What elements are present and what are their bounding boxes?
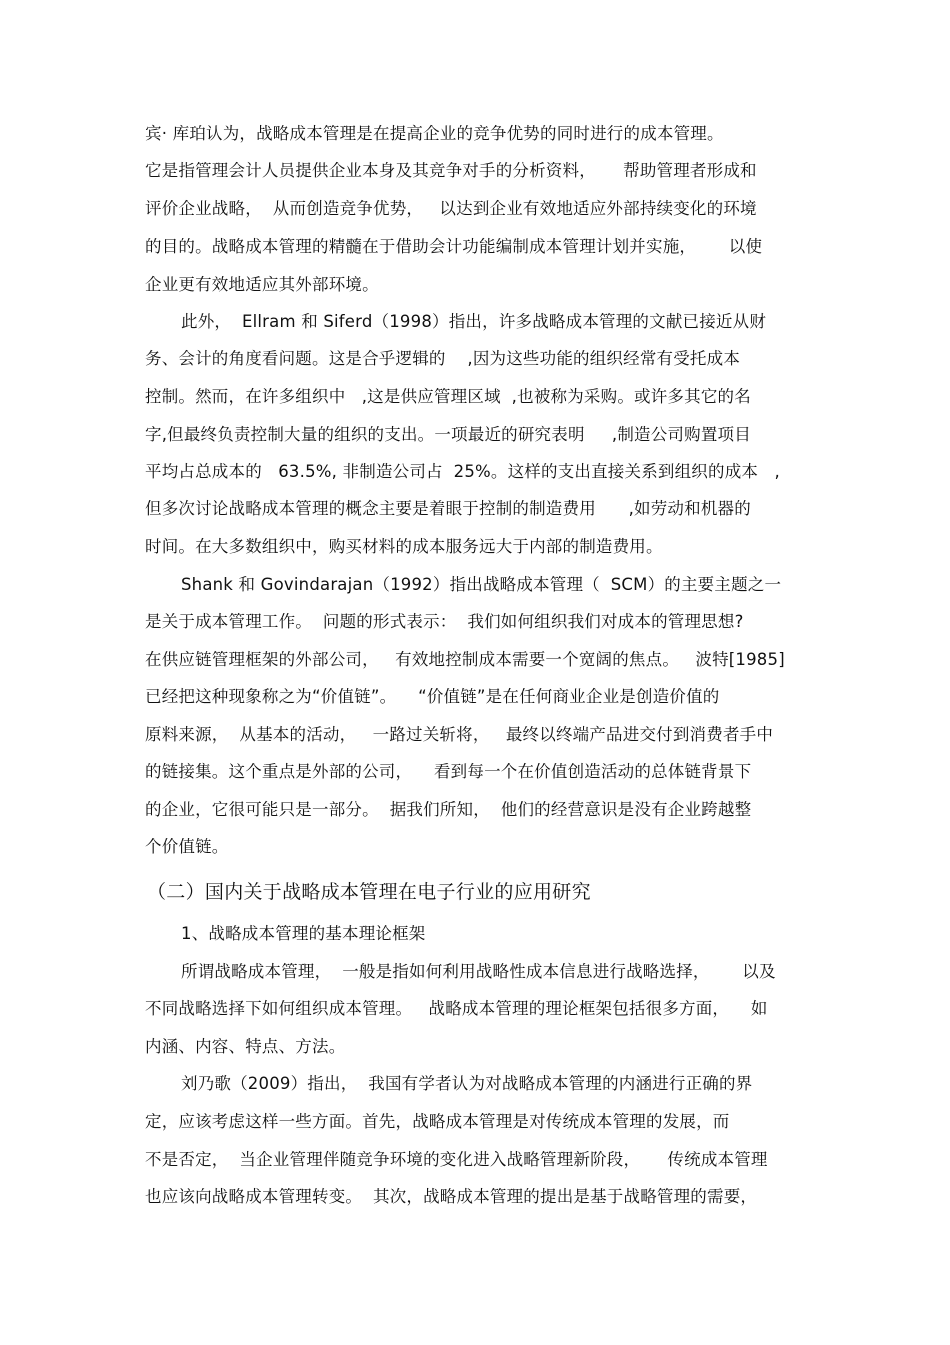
- paragraph-3-line-8: 个价值链。: [145, 837, 229, 856]
- paragraph-5-line-2: 定，应该考虑这样一些方面。首先，战略成本管理是对传统成本管理的发展，而: [145, 1112, 730, 1131]
- paragraph-2-line-3: 控制。然而，在许多组织中 ,这是供应管理区域 ,也被称为采购。或许多其它的名: [145, 387, 751, 406]
- section-heading: （二）国内关于战略成本管理在电子行业的应用研究: [147, 881, 591, 903]
- paragraph-3-line-5: 原料来源， 从基本的活动， 一路过关斩将， 最终以终端产品进交付到消费者手中: [145, 725, 774, 744]
- paragraph-3-line-3: 在供应链管理框架的外部公司， 有效地控制成本需要一个宽阔的焦点。 波特[1985]: [145, 650, 785, 669]
- subsection-heading: 1、战略成本管理的基本理论框架: [181, 924, 426, 943]
- paragraph-2-line-5: 平均占总成本的 63.5%, 非制造公司占 25%。这样的支出直接关系到组织的成本 ,: [145, 462, 780, 481]
- paragraph-1-line-3: 评价企业战略， 从而创造竞争优势， 以达到企业有效地适应外部持续变化的环境: [145, 199, 757, 218]
- paragraph-2-line-4: 字,但最终负责控制大量的组织的支出。一项最近的研究表明 ,制造公司购置项目: [145, 425, 751, 444]
- paragraph-3-line-1: Shank 和 Govindarajan（1992）指出战略成本管理（ SCM）的主要主题之一: [181, 575, 782, 594]
- paragraph-5-line-4: 也应该向战略成本管理转变。 其次，战略成本管理的提出是基于战略管理的需要，: [145, 1187, 758, 1206]
- paragraph-3-line-7: 的企业，它很可能只是一部分。 据我们所知， 他们的经营意识是没有企业跨越整: [145, 800, 752, 819]
- paragraph-2-line-1: 此外， Ellram 和 Siferd（1998）指出，许多战略成本管理的文献已接近从财: [181, 312, 767, 331]
- paragraph-1-line-2: 它是指管理会计人员提供企业本身及其竞争对手的分析资料， 帮助管理者形成和: [145, 161, 757, 180]
- paragraph-3-line-4: 已经把这种现象称之为“价值链”。 “价值链”是在任何商业企业是创造价值的: [145, 687, 720, 706]
- paragraph-2-line-2: 务、会计的角度看问题。这是合乎逻辑的 ,因为这些功能的组织经常有受托成本: [145, 349, 741, 368]
- paragraph-5-line-1: 刘乃歌（2009）指出， 我国有学者认为对战略成本管理的内涵进行正确的界: [181, 1074, 753, 1093]
- paragraph-2-line-7: 时间。在大多数组织中，购买材料的成本服务远大于内部的制造费用。: [145, 537, 663, 556]
- paragraph-2-line-6: 但多次讨论战略成本管理的概念主要是着眼于控制的制造费用 ,如劳动和机器的: [145, 499, 751, 518]
- paragraph-1-line-1: 宾· 库珀认为，战略成本管理是在提高企业的竞争优势的同时进行的成本管理。: [145, 124, 724, 143]
- paragraph-3-line-2: 是关于成本管理工作。 问题的形式表示： 我们如何组织我们对成本的管理思想?: [145, 612, 744, 631]
- paragraph-1-line-5: 企业更有效地适应其外部环境。: [145, 275, 379, 294]
- paragraph-5-line-3: 不是否定， 当企业管理伴随竞争环境的变化进入战略管理新阶段， 传统成本管理: [145, 1150, 768, 1169]
- paragraph-4-line-2: 不同战略选择下如何组织成本管理。 战略成本管理的理论框架包括很多方面， 如: [145, 999, 768, 1018]
- paragraph-4-line-3: 内涵、内容、特点、方法。: [145, 1037, 346, 1056]
- paragraph-4-line-1: 所谓战略成本管理， 一般是指如何利用战略性成本信息进行战略选择， 以及: [181, 962, 776, 981]
- paragraph-1-line-4: 的目的。战略成本管理的精髓在于借助会计功能编制成本管理计划并实施， 以使: [145, 237, 763, 256]
- paragraph-3-line-6: 的链接集。这个重点是外部的公司， 看到每一个在价值创造活动的总体链背景下: [145, 762, 752, 781]
